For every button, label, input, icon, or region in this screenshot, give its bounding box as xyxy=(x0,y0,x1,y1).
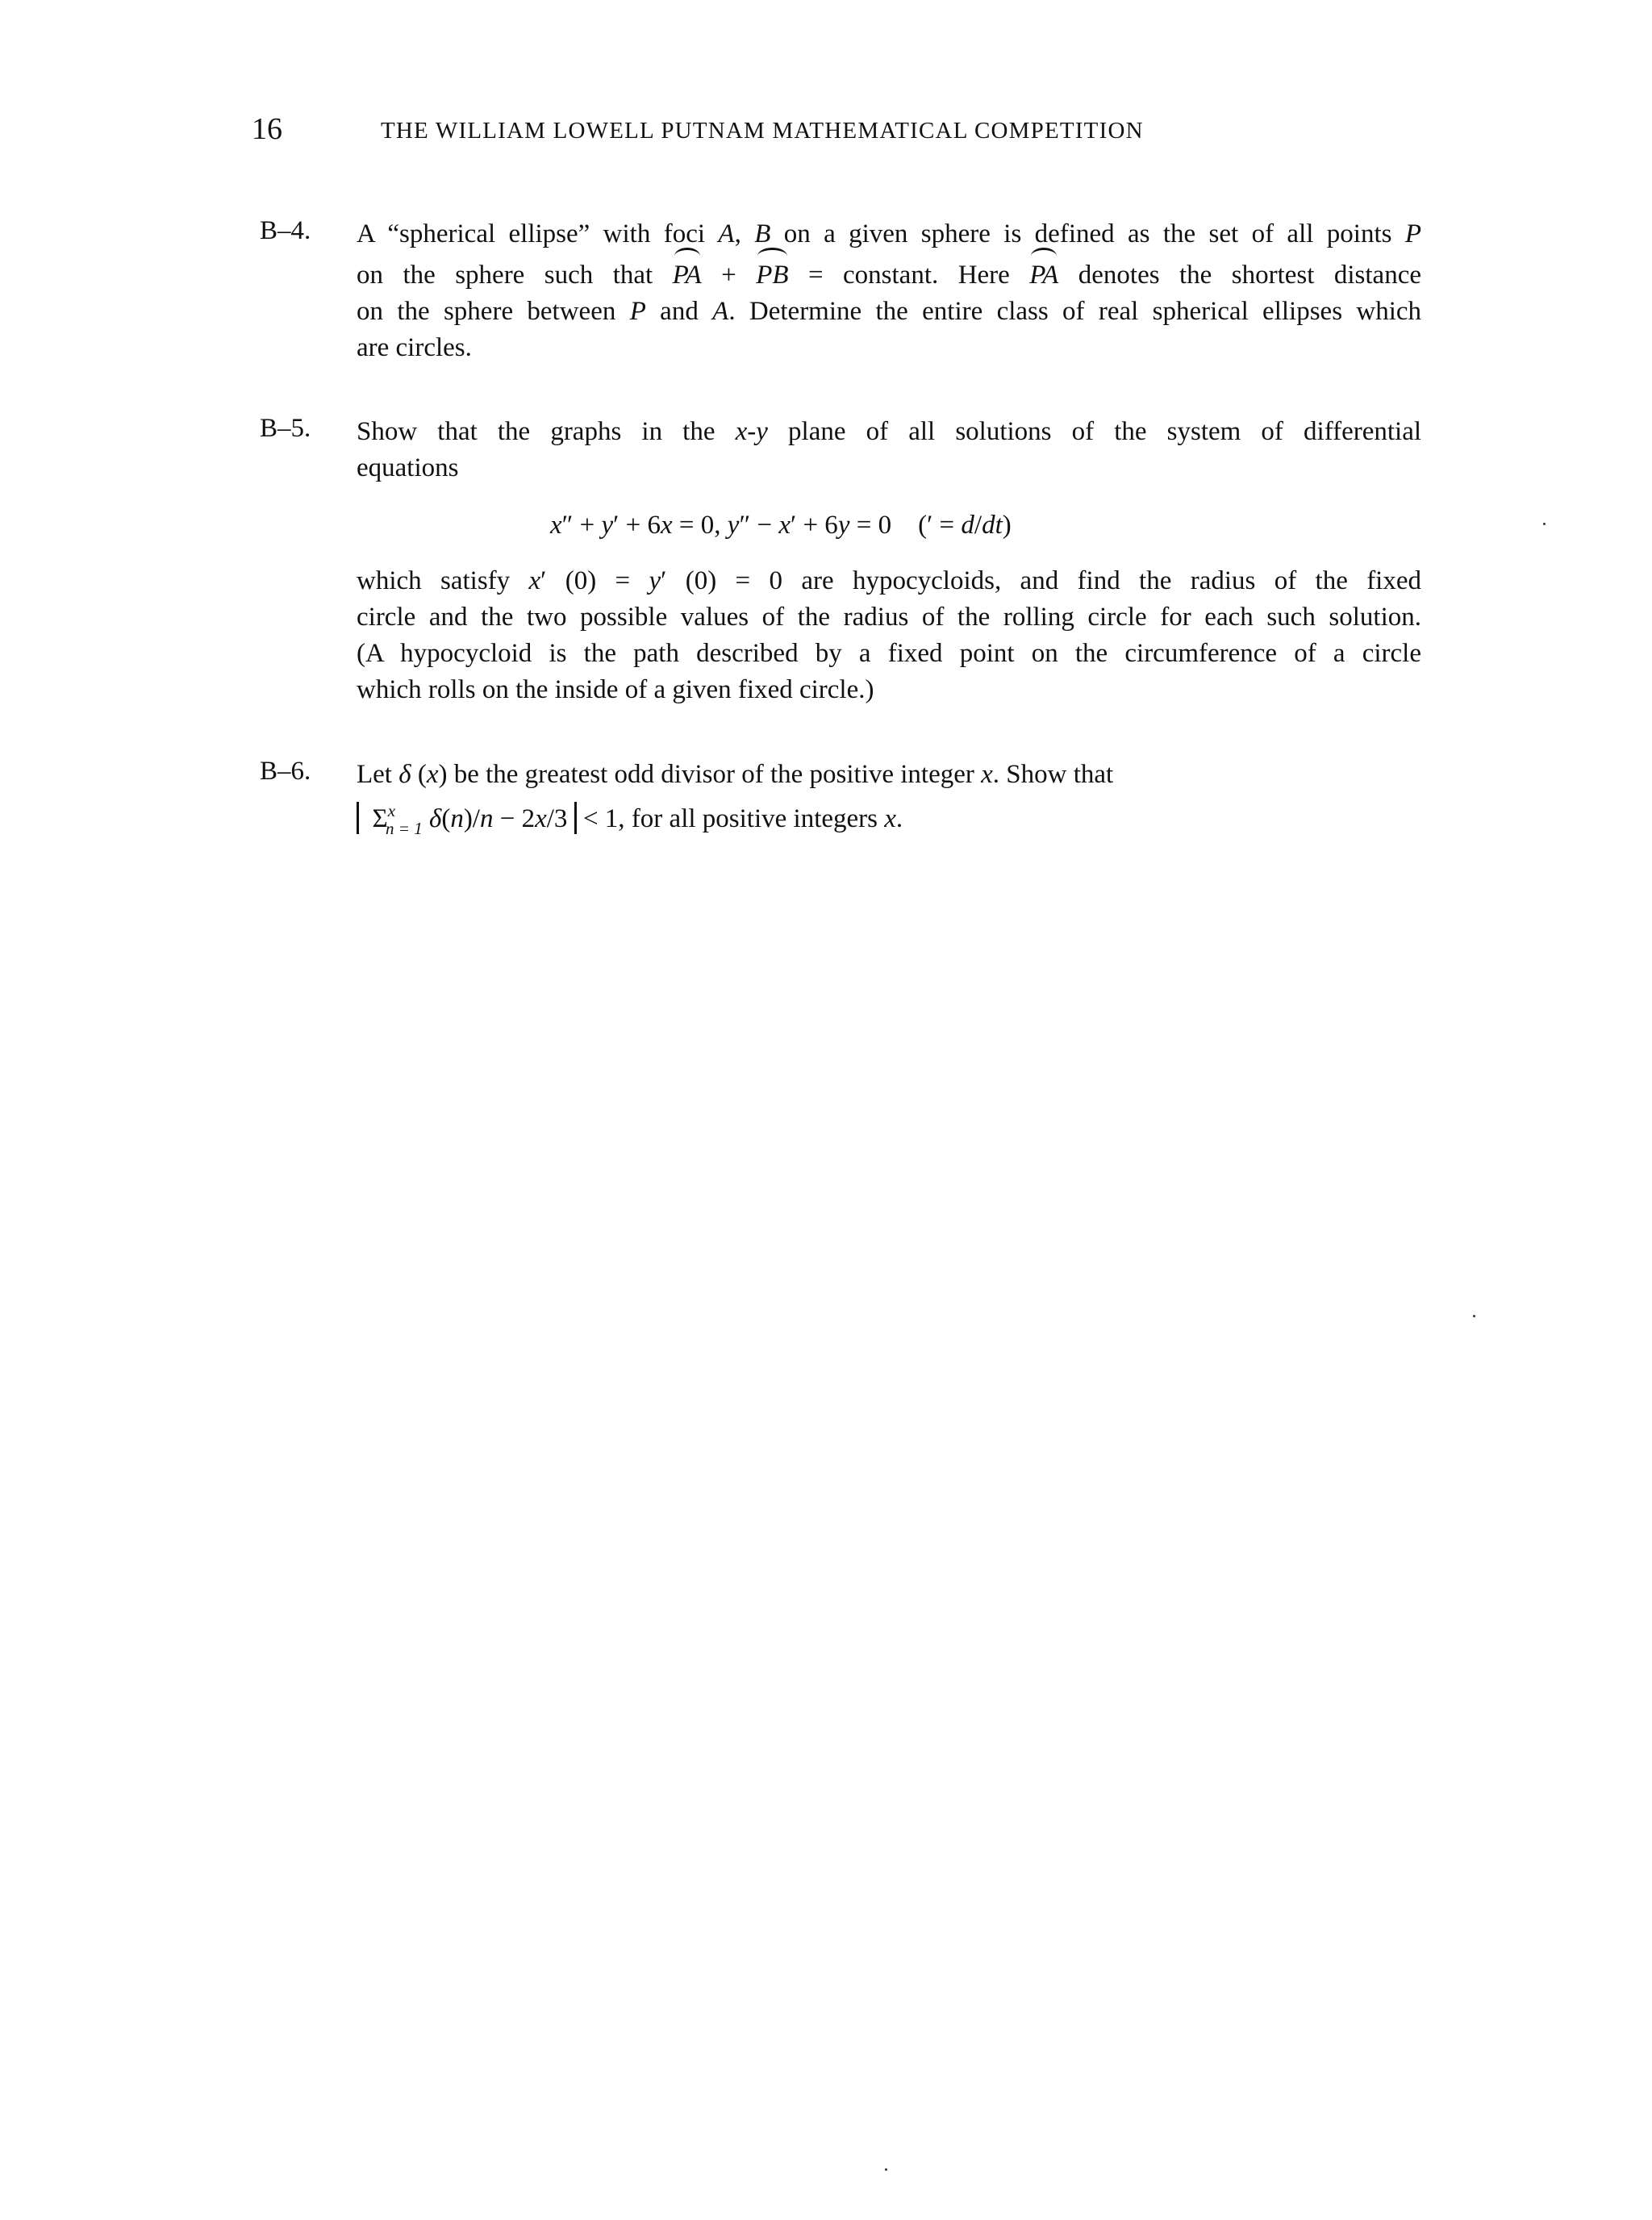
abs-bar xyxy=(357,802,359,834)
abs-bar xyxy=(574,802,577,834)
problem-label: B–5. xyxy=(260,414,311,443)
text-line: on the sphere between P and A. Determine the entire class of real spherical ellipses which xyxy=(357,297,1422,326)
scan-speck xyxy=(1543,523,1546,525)
scan-speck xyxy=(1473,1315,1475,1317)
problem-label: B–6. xyxy=(260,757,311,786)
problem-label: B–4. xyxy=(260,216,311,245)
differential-equation: x″ + y′ + 6x = 0, y″ − x′ + 6y = 0 (′ = d/dt) xyxy=(550,511,1012,540)
scan-speck xyxy=(885,2168,887,2171)
text-line: which rolls on the inside of a given fixed circle.) xyxy=(357,675,874,704)
text-line: $\Sigma^x_{n = 1}$ δ(n)/n − 2x/3 < 1, for all positive integers x. xyxy=(357,793,1421,847)
text-line: are circles. xyxy=(357,333,472,362)
text-line: circle and the two possible values of the radius of the rolling circle for each such solution. xyxy=(357,603,1421,632)
text-line: Show that the graphs in the x-y plane of all solutions of the system of differential xyxy=(357,417,1422,446)
problem-text xyxy=(357,216,1421,366)
text-line: (A hypocycloid is the path described by a fixed point on the circumference of a circle xyxy=(357,639,1421,668)
text-line: Let δ (x) be the greatest odd divisor of the positive integer x. Show that xyxy=(357,760,1114,789)
text-line: A “spherical ellipse” with foci A, B on a given sphere is defined as the set of all points P xyxy=(357,219,1422,248)
problem-text xyxy=(357,757,1421,847)
page-number: 16 xyxy=(252,112,282,146)
text-line: equations xyxy=(357,453,459,482)
problem-text xyxy=(357,414,1421,708)
text-line: which satisfy x′ (0) = y′ (0) = 0 are hypocycloids, and find the radius of the fixed xyxy=(357,566,1421,595)
text-line: on the sphere such that PA + PB = constant. Here PA denotes the shortest distance xyxy=(357,257,1421,294)
running-title: THE WILLIAM LOWELL PUTNAM MATHEMATICAL COMPETITION xyxy=(381,118,1144,144)
